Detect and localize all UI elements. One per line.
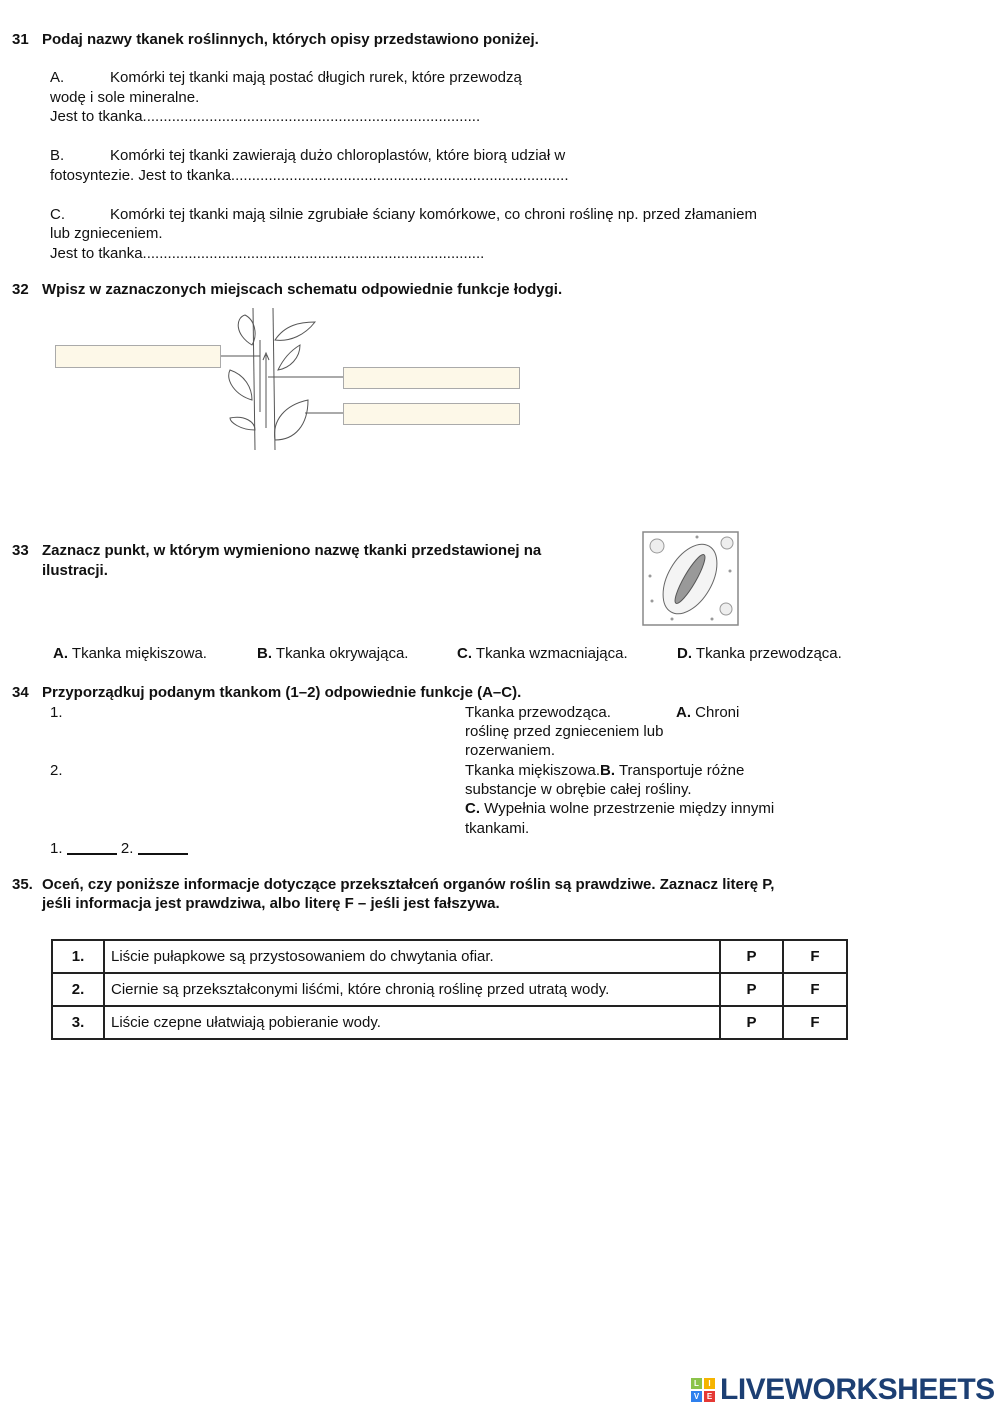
q31-b-label: B.: [50, 147, 65, 164]
q34-function-a-line3: rozerwaniem.: [465, 742, 556, 759]
option-text: Tkanka miękiszowa.: [71, 645, 207, 662]
q34-item-2: 2.: [50, 762, 63, 779]
q34-tissue-1: Tkanka przewodząca.: [465, 704, 611, 721]
q31-a-label: A.: [50, 69, 65, 86]
q31-a-answer[interactable]: Jest to tkanka.................................................................................: [50, 108, 481, 125]
q32-number: 32: [12, 281, 29, 298]
statement: Liście pułapkowe są przystosowaniem do chwytania ofiar.: [104, 940, 720, 973]
q34-function-c-line2: tkankami.: [465, 820, 530, 837]
q34-function-a-line2: roślinę przed zgnieceniem lub: [465, 723, 664, 740]
stoma-illustration: [642, 531, 739, 626]
q31-a-text: Komórki tej tkanki mają postać długich rurek, które przewodzą: [110, 69, 522, 86]
q33-option-a[interactable]: [53, 644, 207, 663]
q34-title: Przyporządkuj podanym tkankom (1–2) odpowiednie funkcje (A–C).: [42, 684, 522, 701]
true-option[interactable]: P: [720, 1006, 783, 1039]
q31-title: Podaj nazwy tkanek roślinnych, których opisy przedstawiono poniżej.: [42, 31, 539, 48]
liveworksheets-logo: [690, 1373, 995, 1407]
true-option[interactable]: P: [720, 940, 783, 973]
q32-title: Wpisz w zaznaczonych miejscach schematu odpowiednie funkcje łodygi.: [42, 281, 563, 298]
tissue-text: Tkanka miękiszowa.: [465, 762, 601, 779]
q33-title-line1: Zaznacz punkt, w którym wymieniono nazwę tkanki przedstawionej na: [42, 542, 542, 559]
q34-item-1: 1.: [50, 704, 63, 721]
logo-text: LIVEWORKSHEETS: [720, 1373, 995, 1406]
option-text: Tkanka przewodząca.: [695, 645, 842, 662]
logo-letter: L: [691, 1378, 702, 1389]
q34-answer-row: [50, 839, 188, 858]
true-false-table: [51, 939, 848, 1040]
stem-function-input-3[interactable]: [343, 403, 520, 425]
q33-title-line2: ilustracji.: [42, 562, 108, 579]
q33-option-c[interactable]: [457, 644, 628, 663]
logo-icon: [690, 1377, 718, 1403]
statement: Ciernie są przekształconymi liśćmi, które chronią roślinę przed utratą wody.: [104, 973, 720, 1006]
function-letter: A.: [676, 704, 691, 721]
q34-function-a: [676, 703, 739, 722]
answer-2-blank[interactable]: [138, 853, 188, 855]
q31-c-text2: lub zgnieceniem.: [50, 225, 163, 242]
function-text: Wypełnia wolne przestrzenie między innymi: [484, 800, 775, 817]
q31-number: 31: [12, 31, 29, 48]
logo-letter: I: [704, 1378, 715, 1389]
option-letter: C.: [457, 645, 472, 662]
row-number: 1.: [52, 940, 104, 973]
q31-b-text: Komórki tej tkanki zawierają dużo chloroplastów, które biorą udział w: [110, 147, 566, 164]
row-number: 2.: [52, 973, 104, 1006]
option-letter: D.: [677, 645, 692, 662]
q33-option-b[interactable]: [257, 644, 408, 663]
table-row: [52, 973, 847, 1006]
q31-c-label: C.: [50, 206, 65, 223]
q33-number: 33: [12, 542, 29, 559]
q35-title-line1: Oceń, czy poniższe informacje dotyczące przekształceń organów roślin są prawdziwe. Zaznacz literę P,: [42, 876, 775, 893]
q34-function-b-line2: substancje w obrębie całej rośliny.: [465, 781, 692, 798]
q31-c-text: Komórki tej tkanki mają silnie zgrubiałe ściany komórkowe, co chroni roślinę np. przed złamaniem: [110, 206, 757, 223]
answer-1-label: 1.: [50, 840, 63, 857]
function-text: Transportuje różne: [618, 762, 745, 779]
function-text: Chroni: [695, 704, 740, 721]
option-letter: B.: [257, 645, 272, 662]
stem-function-input-1[interactable]: [55, 345, 221, 368]
false-option[interactable]: F: [783, 973, 847, 1006]
function-letter: B.: [600, 762, 616, 779]
false-option[interactable]: F: [783, 1006, 847, 1039]
function-letter: C.: [465, 800, 480, 817]
option-text: Tkanka wzmacniająca.: [475, 645, 628, 662]
answer-1-blank[interactable]: [67, 853, 117, 855]
false-option[interactable]: F: [783, 940, 847, 973]
q33-option-d[interactable]: [677, 644, 842, 663]
option-letter: A.: [53, 645, 68, 662]
table-row: [52, 940, 847, 973]
q31-b-answer[interactable]: fotosyntezie. Jest to tkanka.................................................................................: [50, 167, 569, 184]
q35-number: 35.: [12, 876, 33, 893]
q31-c-answer[interactable]: Jest to tkanka..................................................................................: [50, 245, 485, 262]
q34-tissue-2: [465, 761, 744, 780]
row-number: 3.: [52, 1006, 104, 1039]
q31-a-text2: wodę i sole mineralne.: [50, 89, 200, 106]
q35-title-line2: jeśli informacja jest prawdziwa, albo literę F – jeśli jest fałszywa.: [42, 895, 500, 912]
table-row: [52, 1006, 847, 1039]
true-option[interactable]: P: [720, 973, 783, 1006]
option-text: Tkanka okrywająca.: [275, 645, 409, 662]
statement: Liście czepne ułatwiają pobieranie wody.: [104, 1006, 720, 1039]
q34-function-c: [465, 799, 774, 818]
answer-2-label: 2.: [120, 840, 134, 857]
logo-letter: V: [691, 1391, 702, 1402]
q34-number: 34: [12, 684, 29, 701]
stem-function-input-2[interactable]: [343, 367, 520, 389]
logo-letter: E: [704, 1391, 715, 1402]
